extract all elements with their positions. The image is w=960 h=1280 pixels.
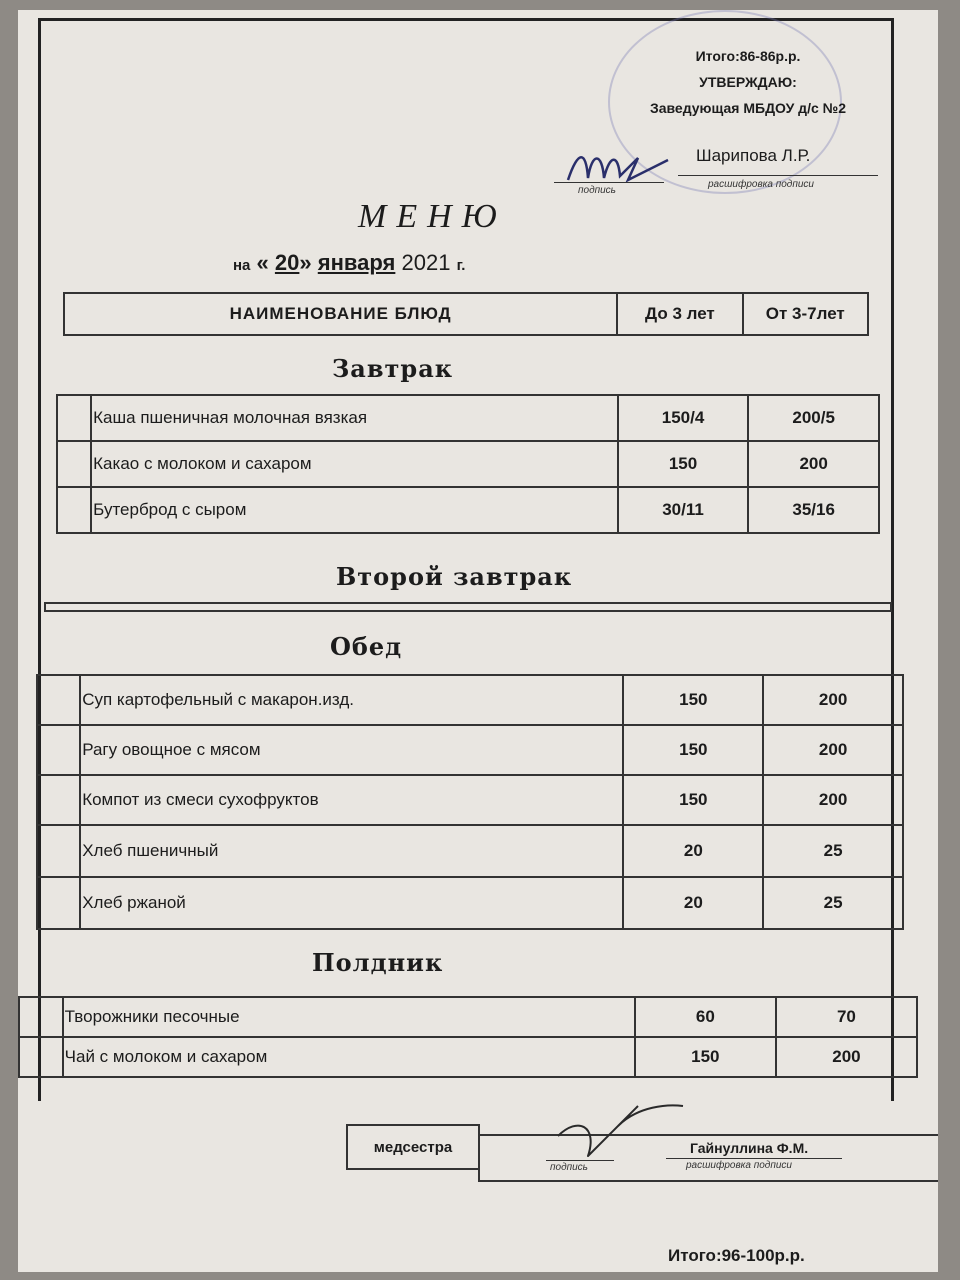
portion-age2: 200 bbox=[763, 775, 903, 825]
portion-age1: 20 bbox=[623, 877, 763, 929]
approval-block bbox=[598, 48, 898, 126]
approve-label: УТВЕРЖДАЮ: bbox=[699, 74, 797, 90]
section-title-afternoon-snack: Полдник bbox=[312, 948, 444, 977]
portion-age1: 150 bbox=[623, 725, 763, 775]
dish-name: Хлеб ржаной bbox=[80, 877, 623, 929]
director-name: Шарипова Л.Р. bbox=[696, 146, 811, 165]
column-name: НАИМЕНОВАНИЕ БЛЮД bbox=[64, 293, 617, 335]
date-open-quote: « bbox=[256, 250, 269, 275]
table-row bbox=[19, 1037, 917, 1077]
table-row bbox=[37, 775, 903, 825]
dish-name: Рагу овощное с мясом bbox=[80, 725, 623, 775]
portion-age1: 150 bbox=[623, 775, 763, 825]
section-title-lunch: Обед bbox=[330, 632, 403, 661]
lunch-table bbox=[36, 674, 904, 930]
column-age1: До 3 лет bbox=[617, 293, 742, 335]
column-age2: От 3-7лет bbox=[743, 293, 868, 335]
portion-age2: 35/16 bbox=[748, 487, 879, 533]
page-title: МЕНЮ bbox=[358, 198, 507, 235]
portion-age2: 200 bbox=[748, 441, 879, 487]
dish-name: Бутерброд с сыром bbox=[91, 487, 618, 533]
sig-label: подпись bbox=[578, 185, 616, 196]
dish-name: Компот из смеси сухофруктов bbox=[80, 775, 623, 825]
date-day: 20 bbox=[274, 250, 300, 275]
menu-date bbox=[233, 250, 465, 276]
nurse-signature-icon bbox=[548, 1096, 688, 1166]
date-suffix: г. bbox=[456, 257, 466, 274]
portion-age2: 200 bbox=[763, 725, 903, 775]
table-row bbox=[19, 997, 917, 1037]
portion-age2: 25 bbox=[763, 877, 903, 929]
section-title-breakfast: Завтрак bbox=[332, 354, 454, 383]
menu-page bbox=[18, 10, 938, 1272]
portion-age2: 200/5 bbox=[748, 395, 879, 441]
dish-name: Чай с молоком и сахаром bbox=[63, 1037, 635, 1077]
breakfast-table bbox=[56, 394, 880, 534]
nurse-name: Гайнуллина Ф.М. bbox=[690, 1140, 809, 1156]
snack-table bbox=[18, 996, 918, 1078]
dish-name: Суп картофельный с макарон.изд. bbox=[80, 675, 623, 725]
position-label: Заведующая МБДОУ д/с №2 bbox=[649, 100, 847, 116]
second-breakfast-empty-row bbox=[44, 602, 892, 612]
table-row bbox=[37, 725, 903, 775]
dish-name: Творожники песочные bbox=[63, 997, 635, 1037]
portion-age1: 150 bbox=[635, 1037, 776, 1077]
nurse-sig-line bbox=[546, 1160, 614, 1161]
decode-label: расшифровка подписи bbox=[708, 179, 814, 190]
portion-age1: 30/11 bbox=[618, 487, 749, 533]
table-row bbox=[37, 877, 903, 929]
dish-name: Хлеб пшеничный bbox=[80, 825, 623, 877]
portion-age1: 150/4 bbox=[618, 395, 749, 441]
table-row bbox=[57, 395, 879, 441]
total-top: Итого:86-86р.р. bbox=[695, 48, 801, 64]
decode-line bbox=[678, 175, 878, 176]
nurse-decode-label: расшифровка подписи bbox=[686, 1160, 792, 1171]
nurse-role: медсестра bbox=[346, 1124, 480, 1170]
date-close-quote: » bbox=[299, 250, 312, 275]
portion-age1: 150 bbox=[623, 675, 763, 725]
table-row bbox=[37, 675, 903, 725]
portion-age2: 70 bbox=[776, 997, 917, 1037]
portion-age1: 60 bbox=[635, 997, 776, 1037]
portion-age1: 20 bbox=[623, 825, 763, 877]
nurse-sig-label: подпись bbox=[550, 1162, 588, 1173]
date-year: 2021 bbox=[401, 250, 451, 275]
column-header-table bbox=[63, 292, 869, 336]
date-month: января bbox=[317, 250, 396, 275]
portion-age2: 200 bbox=[776, 1037, 917, 1077]
table-row bbox=[57, 487, 879, 533]
sig-line bbox=[554, 182, 664, 183]
total-bottom: Итого:96-100р.р. bbox=[668, 1246, 805, 1265]
dish-name: Какао с молоком и сахаром bbox=[91, 441, 618, 487]
portion-age2: 200 bbox=[763, 675, 903, 725]
table-row bbox=[37, 825, 903, 877]
table-row bbox=[57, 441, 879, 487]
nurse-decode-line bbox=[666, 1158, 842, 1159]
section-title-second-breakfast: Второй завтрак bbox=[336, 562, 573, 591]
portion-age2: 25 bbox=[763, 825, 903, 877]
portion-age1: 150 bbox=[618, 441, 749, 487]
date-prefix: на bbox=[233, 257, 251, 274]
dish-name: Каша пшеничная молочная вязкая bbox=[91, 395, 618, 441]
